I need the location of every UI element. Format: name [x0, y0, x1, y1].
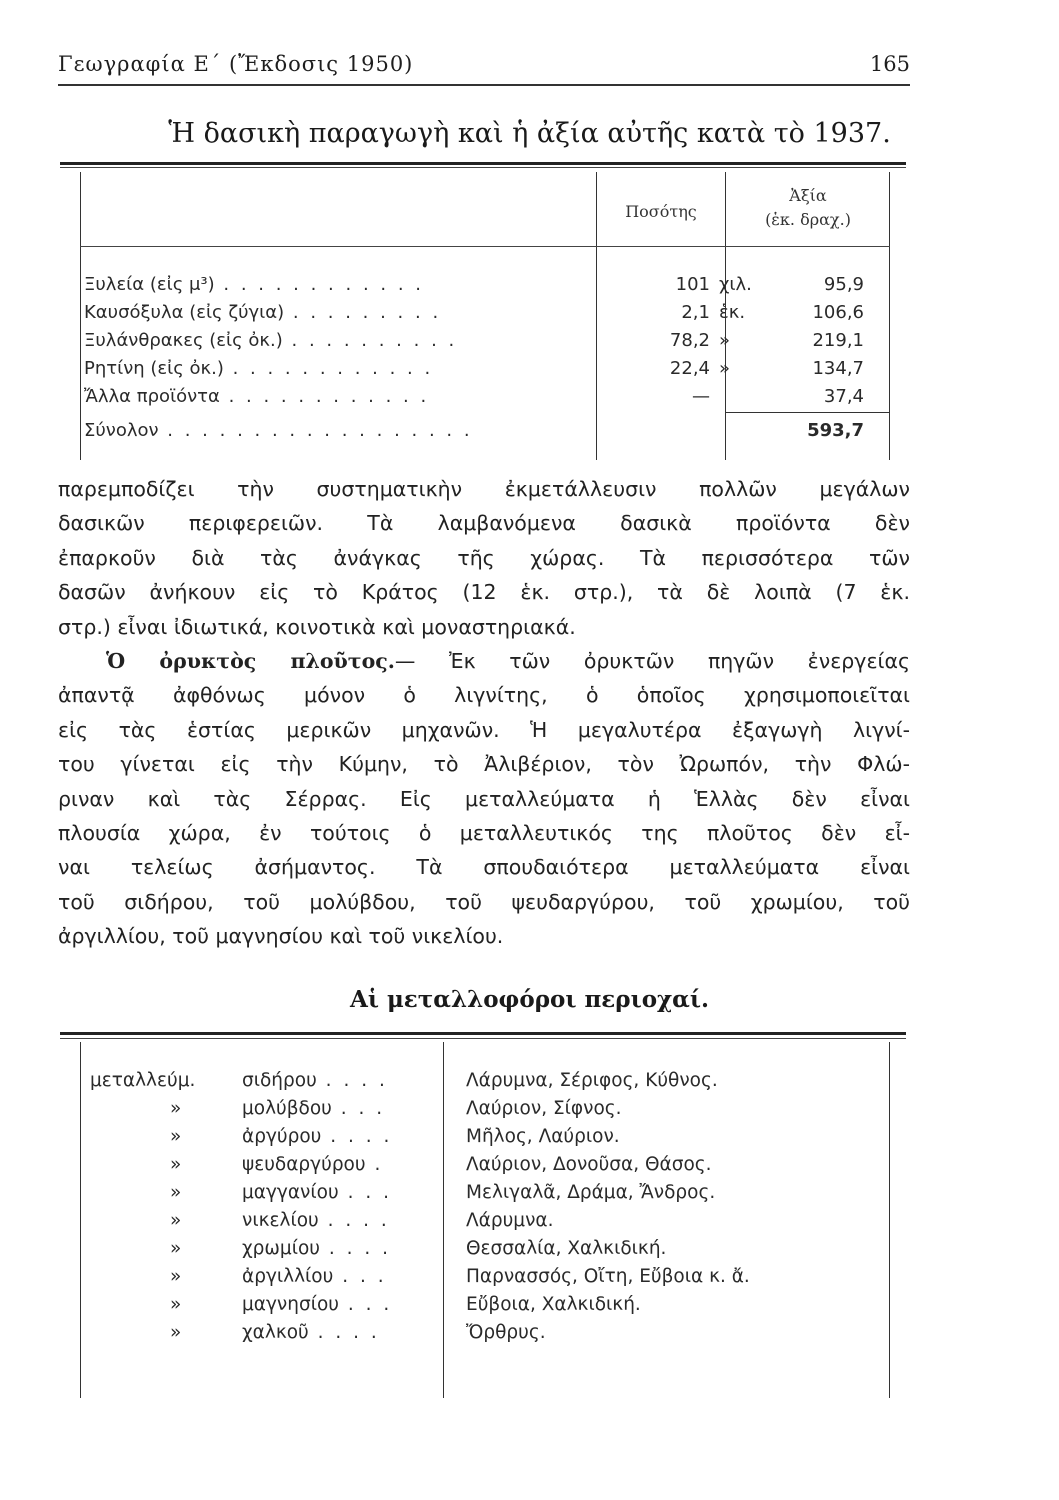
mining-locations: Λάρυμνα. — [466, 1210, 554, 1231]
leader-dots: . . . — [338, 1294, 393, 1315]
metal-name: ἀργιλλίου — [242, 1266, 334, 1287]
row-quantity: 22,4 — [669, 358, 710, 379]
ditto-mark: » — [170, 1266, 182, 1287]
leader-dots: . . . — [333, 1266, 387, 1287]
table-row — [84, 302, 890, 328]
leader-dots: . . . . . . . . . — [284, 302, 442, 323]
ditto-mark: » — [170, 1322, 182, 1343]
row-quantity: — — [692, 386, 710, 407]
total-value: 593,7 — [807, 420, 864, 441]
row-quantity: 2,1 — [681, 302, 710, 323]
table-row — [90, 1098, 890, 1124]
mining-locations: Μῆλος, Λαύριον. — [466, 1126, 620, 1147]
text-line: δασικῶν περιφερειῶν. Τὰ λαμβανόμενα δασικὰ προϊόντα δὲν — [58, 511, 910, 536]
table-row — [90, 1294, 890, 1320]
leader-dots: . . . — [331, 1098, 386, 1119]
leader-dots: . . . — [338, 1182, 392, 1203]
text-line: τοῦ σιδήρου, τοῦ μολύβδου, τοῦ ψευδαργύρου, τοῦ χρωμίου, τοῦ — [58, 889, 910, 914]
column-header-value-unit: (ἑκ. δραχ.) — [765, 210, 851, 229]
table-row — [90, 1126, 890, 1152]
text-line: του γίνεται εἰς τὴν Κύμην, τὸ Ἀλιβέριον, τὸν Ὠρωπόν, τὴν Φλώ- — [58, 752, 910, 777]
leader-dots: . . . . — [318, 1210, 390, 1231]
leader-dots: . . . . — [319, 1238, 392, 1259]
text-line: ριναν καὶ τὰς Σέρρας. Εἰς μεταλλεύματα ἡ Ἑλλὰς δὲν εἶναι — [58, 786, 910, 811]
metal-name: σιδήρου — [242, 1070, 317, 1091]
row-unit: ἑκ. — [719, 302, 746, 323]
column-header-quantity: Ποσότης — [625, 202, 697, 221]
row-value: 134,7 — [812, 358, 864, 379]
row-label: Ἄλλα προϊόντα — [84, 386, 220, 407]
ditto-mark: » — [170, 1154, 182, 1175]
mining-table-top-rule-thin — [60, 1038, 906, 1039]
section-first-line: — Ἐκ τῶν ὀρυκτῶν πηγῶν ἐνεργείας — [394, 648, 911, 673]
leader-dots: . . . . . . . . . . . . — [223, 358, 434, 379]
metal-name: μαγγανίου — [242, 1182, 339, 1203]
mining-locations: Εὔβοια, Χαλκιδική. — [466, 1294, 641, 1315]
row-unit: χιλ. — [719, 274, 752, 295]
forest-table-top-rule — [60, 162, 906, 165]
ditto-mark: » — [170, 1098, 182, 1119]
text-line: ἀπαντᾷ ἀφθόνως μόνον ὁ λιγνίτης, ὁ ὁποῖος χρησιμοποιεῖται — [58, 683, 910, 708]
mining-locations: Μελιγαλᾶ, Δράμα, Ἄνδρος. — [466, 1182, 716, 1203]
mining-locations: Θεσσαλία, Χαλκιδική. — [466, 1238, 667, 1259]
ditto-mark: » — [170, 1126, 182, 1147]
mining-locations: Λάρυμνα, Σέριφος, Κύθνος. — [466, 1070, 718, 1091]
metal-name: μολύβδου — [242, 1098, 332, 1119]
mining-table-left-border — [80, 1042, 81, 1398]
table-row — [90, 1154, 890, 1180]
text-line: δασῶν ἀνήκουν εἰς τὸ Κράτος (12 ἑκ. στρ.), τὰ δὲ λοιπὰ (7 ἑκ. — [58, 580, 910, 605]
mining-locations: Παρνασσός, Οἴτη, Εὔβοια κ. ἄ. — [466, 1266, 750, 1287]
total-rule — [725, 412, 890, 413]
table-row — [84, 358, 890, 384]
table-row — [90, 1210, 890, 1236]
column-header-value: Ἀξία — [789, 186, 827, 205]
mining-locations: Ὄρθρυς. — [466, 1322, 546, 1343]
metal-name: μαγνησίου — [242, 1294, 339, 1315]
ditto-mark: » — [170, 1182, 182, 1203]
row-quantity: 78,2 — [669, 330, 710, 351]
row-value: 106,6 — [812, 302, 864, 323]
row-label: Ξυλάνθρακες (εἰς ὀκ.) — [84, 330, 283, 351]
body-text — [58, 472, 910, 953]
mining-table-title: Αἱ μεταλλοφόροι περιοχαί. — [349, 986, 710, 1013]
text-line: παρεμποδίζει τὴν συστηματικὴν ἐκμετάλλευσιν πολλῶν μεγάλων — [58, 477, 910, 501]
ditto-mark: » — [170, 1238, 182, 1259]
table-row — [90, 1182, 890, 1208]
row-unit: » — [719, 358, 731, 379]
text-line: ἐπαρκοῦν διὰ τὰς ἀνάγκας τῆς χώρας. Τὰ περισσότερα τῶν — [58, 545, 910, 570]
forest-table-left-border — [80, 172, 81, 460]
mining-locations: Λαύριον, Σίφνος. — [466, 1098, 622, 1119]
row-label: Ξυλεία (εἰς μ³) — [84, 274, 215, 295]
text-line: στρ.) εἶναι ἰδιωτικά, κοινοτικὰ καὶ μοναστηριακά. — [58, 614, 576, 639]
ditto-mark: » — [170, 1294, 182, 1315]
metal-name: χρωμίου — [242, 1238, 320, 1259]
metal-name: ἀργύρου — [242, 1126, 322, 1147]
row-unit: » — [719, 330, 731, 351]
mining-locations: Λαύριον, Δονοῦσα, Θάσος. — [466, 1154, 712, 1175]
table-row — [90, 1322, 890, 1348]
table-row — [84, 386, 890, 412]
leader-dots: . . . . — [321, 1126, 393, 1147]
table-row — [90, 1266, 890, 1292]
row-label: Ρητίνη (εἰς ὀκ.) — [84, 358, 224, 379]
table-total-row — [84, 420, 890, 446]
header-rule — [58, 84, 910, 86]
text-line: ἀργιλλίου, τοῦ μαγνησίου καὶ τοῦ νικελίου. — [58, 924, 504, 949]
ditto-mark: » — [170, 1210, 182, 1231]
text-line: ναι τελείως ἀσήμαντος. Τὰ σπουδαιότερα μεταλλεύματα εἶναι — [58, 855, 910, 880]
forest-table-top-rule-thin — [60, 167, 906, 168]
metal-name: χαλκοῦ — [242, 1322, 309, 1343]
leader-dots: . . . . — [316, 1070, 388, 1091]
table-row — [84, 274, 890, 300]
row-quantity: 101 — [675, 274, 710, 295]
total-label: Σύνολον — [84, 420, 159, 441]
mining-table-top-rule — [60, 1032, 906, 1035]
running-title: Γεωγραφία Ε΄ (Ἔκδοσις 1950) — [58, 52, 414, 76]
leader-dots: . — [365, 1154, 384, 1175]
leader-dots: . . . . . . . . . . . . — [214, 274, 424, 295]
table-row — [90, 1070, 890, 1096]
forest-table-title: Ἡ δασικὴ παραγωγὴ καὶ ἡ ἀξία αὐτῆς κατὰ τὸ 1937. — [168, 118, 891, 149]
text-line: εἰς τὰς ἑστίας μερικῶν μηχανῶν. Ἡ μεγαλυτέρα ἐξαγωγὴ λιγνί- — [58, 717, 910, 742]
section-line — [58, 644, 910, 678]
text-line: πλουσία χώρα, ἐν τούτοις ὁ μεταλλευτικός της πλοῦτος δὲν εἶ- — [58, 820, 910, 845]
section-heading-mineral-wealth: Ὁ ὀρυκτὸς πλοῦτος. — [106, 648, 395, 673]
metal-name: ψευδαργύρου — [242, 1154, 366, 1175]
table-row — [84, 330, 890, 356]
page-number: 165 — [869, 52, 910, 76]
metal-name: νικελίου — [242, 1210, 319, 1231]
leader-dots: . . . . . . . . . . . . . . . . . . — [158, 420, 473, 441]
row-prefix: μεταλλεύμ. — [90, 1070, 196, 1091]
row-value: 95,9 — [823, 274, 864, 295]
leader-dots: . . . . . . . . . . . . — [219, 386, 430, 407]
forest-table-header-rule — [80, 246, 890, 247]
row-value: 219,1 — [812, 330, 864, 351]
leader-dots: . . . . . . . . . . — [282, 330, 458, 351]
leader-dots: . . . . — [308, 1322, 380, 1343]
row-label: Καυσόξυλα (εἰς ζύγια) — [84, 302, 285, 323]
running-head — [58, 52, 910, 76]
row-value: 37,4 — [823, 386, 864, 407]
table-row — [90, 1238, 890, 1264]
